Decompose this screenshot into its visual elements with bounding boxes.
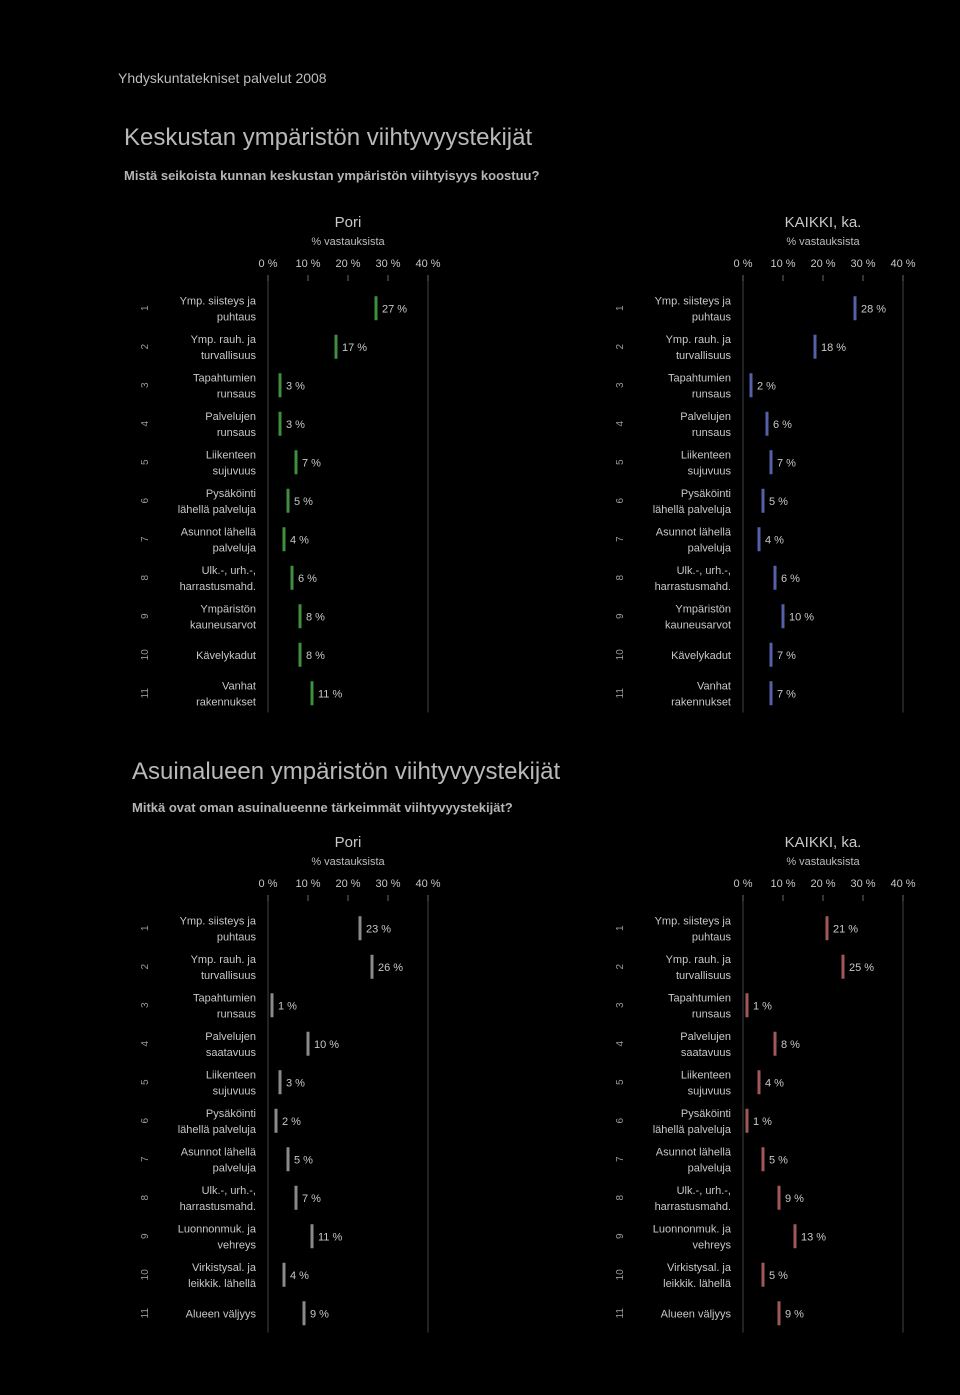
category-label: Asunnot lähellä	[655, 1146, 731, 1159]
bar	[279, 373, 282, 397]
data-label: 5 %	[294, 1154, 313, 1167]
chart-subtitle: % vastauksista	[786, 856, 860, 868]
row-number: 11	[615, 688, 626, 699]
x-tick-label: 40 %	[415, 878, 441, 890]
row-number: 6	[615, 1117, 626, 1124]
row-number: 1	[615, 925, 626, 932]
data-label: 7 %	[302, 1192, 321, 1205]
category-label: harrastusmahd.	[654, 580, 731, 593]
bar	[275, 1109, 278, 1133]
data-label: 6 %	[773, 418, 792, 431]
data-label: 2 %	[757, 380, 776, 393]
row-number: 9	[140, 1233, 151, 1240]
category-label: turvallisuus	[675, 969, 731, 982]
category-label: vehreys	[692, 1239, 731, 1252]
category-label: Tapahtumien	[193, 372, 256, 385]
category-label: lähellä palveluja	[652, 503, 731, 516]
category-label: Tapahtumien	[668, 372, 731, 385]
category-label: Virkistysal. ja	[667, 1261, 731, 1274]
data-label: 6 %	[781, 572, 800, 585]
category-label: Virkistysal. ja	[192, 1261, 256, 1274]
x-tick-label: 0 %	[258, 258, 278, 270]
row-number: 8	[140, 574, 151, 581]
category-label: runsaus	[216, 388, 256, 401]
bar	[371, 955, 374, 979]
category-label: Pysäköinti	[680, 487, 731, 500]
chart-subtitle: % vastauksista	[311, 856, 385, 868]
category-label: Pysäköinti	[680, 1107, 731, 1120]
category-label: Tapahtumien	[193, 992, 256, 1005]
category-label: Alueen väljyys	[660, 1308, 731, 1321]
row-number: 8	[140, 1194, 151, 1201]
category-label: puhtaus	[216, 931, 256, 944]
category-label: Ymp. siisteys ja	[654, 915, 731, 928]
chart-svg	[615, 825, 935, 1325]
data-label: 13 %	[801, 1231, 827, 1244]
data-label: 3 %	[286, 1077, 305, 1090]
data-label: 18 %	[821, 341, 847, 354]
bar	[283, 1263, 286, 1287]
category-label: lähellä palveluja	[652, 1123, 731, 1136]
category-label: Asunnot lähellä	[180, 1146, 256, 1159]
row-number: 2	[140, 963, 151, 970]
row-number: 7	[140, 1156, 151, 1163]
bar	[774, 1032, 777, 1056]
category-label: Liikenteen	[205, 1069, 256, 1082]
bar	[311, 681, 314, 705]
row-number: 10	[140, 649, 151, 661]
data-label: 9 %	[785, 1192, 804, 1205]
data-label: 25 %	[849, 961, 875, 974]
bar	[758, 527, 761, 551]
bar	[746, 1109, 749, 1133]
row-number: 11	[615, 1308, 626, 1319]
section-title-asuinalue: Asuinalueen ympäristön viihtyvyystekijät	[132, 758, 561, 785]
data-label: 7 %	[777, 457, 796, 470]
category-label: palveluja	[212, 542, 256, 555]
category-label: lähellä palveluja	[177, 503, 256, 516]
row-number: 3	[615, 1002, 626, 1009]
category-label: runsaus	[216, 1008, 256, 1021]
row-number: 1	[615, 305, 626, 312]
bar	[758, 1070, 761, 1094]
category-label: harrastusmahd.	[654, 1200, 731, 1213]
category-label: palveluja	[687, 1162, 731, 1175]
category-label: turvallisuus	[675, 349, 731, 362]
data-label: 1 %	[753, 1000, 772, 1013]
row-number: 3	[140, 1002, 151, 1009]
section-question-keskusta: Mistä seikoista kunnan keskustan ympäristön viihtyisyys koostuu?	[124, 168, 540, 183]
bar	[299, 604, 302, 628]
row-number: 8	[615, 574, 626, 581]
chart-subtitle: % vastauksista	[786, 236, 860, 248]
bar	[335, 335, 338, 359]
category-label: turvallisuus	[200, 349, 256, 362]
category-label: rakennukset	[671, 696, 731, 709]
category-label: Ympäristön	[675, 603, 731, 616]
data-label: 9 %	[310, 1308, 329, 1321]
bar	[842, 955, 845, 979]
category-label: harrastusmahd.	[179, 580, 256, 593]
category-label: kauneusarvot	[664, 619, 731, 632]
bar	[778, 1301, 781, 1325]
bar	[291, 566, 294, 590]
category-label: Ymp. rauh. ja	[190, 333, 256, 346]
data-label: 4 %	[765, 534, 784, 547]
category-label: Pysäköinti	[205, 487, 256, 500]
data-label: 3 %	[286, 418, 305, 431]
category-label: runsaus	[691, 1008, 731, 1021]
row-number: 7	[140, 536, 151, 543]
data-label: 17 %	[342, 341, 368, 354]
bar	[746, 993, 749, 1017]
row-number: 5	[615, 1079, 626, 1086]
category-label: Ulk.-, urh.-,	[201, 1184, 256, 1197]
data-label: 8 %	[306, 611, 325, 624]
data-label: 11 %	[318, 1231, 343, 1244]
category-label: Alueen väljyys	[185, 1308, 256, 1321]
data-label: 7 %	[777, 649, 796, 662]
bar	[375, 296, 378, 320]
data-label: 27 %	[382, 303, 408, 316]
x-tick-label: 20 %	[810, 258, 836, 270]
x-tick-label: 10 %	[295, 878, 321, 890]
x-tick-label: 40 %	[890, 258, 916, 270]
bar	[283, 527, 286, 551]
x-tick-label: 20 %	[810, 878, 836, 890]
x-tick-label: 0 %	[733, 258, 753, 270]
data-label: 2 %	[282, 1115, 301, 1128]
category-label: runsaus	[691, 388, 731, 401]
data-label: 7 %	[777, 688, 796, 701]
category-label: vehreys	[217, 1239, 256, 1252]
category-label: Asunnot lähellä	[180, 526, 256, 539]
bar	[762, 1147, 765, 1171]
data-label: 9 %	[785, 1308, 804, 1321]
category-label: saatavuus	[205, 1046, 256, 1059]
data-label: 5 %	[294, 495, 313, 508]
category-label: Palvelujen	[680, 410, 731, 423]
category-label: saatavuus	[680, 1046, 731, 1059]
row-number: 6	[615, 497, 626, 504]
category-label: Luonnonmuk. ja	[652, 1223, 731, 1236]
data-label: 4 %	[290, 534, 309, 547]
category-label: puhtaus	[216, 311, 256, 324]
data-label: 5 %	[769, 495, 788, 508]
row-number: 1	[140, 925, 151, 932]
row-number: 3	[140, 382, 151, 389]
data-label: 28 %	[861, 303, 887, 316]
row-number: 7	[615, 536, 626, 543]
data-label: 4 %	[765, 1077, 784, 1090]
data-label: 7 %	[302, 457, 321, 470]
bar	[295, 1186, 298, 1210]
chart-title: KAIKKI, ka.	[784, 214, 862, 231]
bar	[794, 1224, 797, 1248]
chart-keskusta-kaikki	[615, 205, 935, 709]
category-label: Ympäristön	[200, 603, 256, 616]
bar	[299, 643, 302, 667]
bar	[303, 1301, 306, 1325]
chart-title: Pori	[334, 214, 362, 231]
row-number: 9	[140, 613, 151, 620]
x-tick-label: 10 %	[770, 878, 796, 890]
category-label: Ulk.-, urh.-,	[676, 1184, 731, 1197]
category-label: Ymp. rauh. ja	[190, 953, 256, 966]
data-label: 23 %	[366, 923, 392, 936]
category-label: kauneusarvot	[189, 619, 256, 632]
data-label: 6 %	[298, 572, 317, 585]
data-label: 8 %	[781, 1038, 800, 1051]
bar	[778, 1186, 781, 1210]
bar	[770, 681, 773, 705]
x-tick-label: 40 %	[890, 878, 916, 890]
bar	[271, 993, 274, 1017]
data-label: 1 %	[753, 1115, 772, 1128]
bar	[814, 335, 817, 359]
category-label: Liikenteen	[680, 449, 731, 462]
document-header: Yhdyskuntatekniset palvelut 2008	[118, 70, 327, 86]
category-label: Liikenteen	[680, 1069, 731, 1082]
category-label: Palvelujen	[205, 1030, 256, 1043]
data-label: 5 %	[769, 1269, 788, 1282]
bar	[782, 604, 785, 628]
category-label: Ulk.-, urh.-,	[676, 564, 731, 577]
row-number: 5	[615, 459, 626, 466]
category-label: Liikenteen	[205, 449, 256, 462]
bar	[287, 1147, 290, 1171]
category-label: puhtaus	[691, 931, 731, 944]
bar	[295, 450, 298, 474]
category-label: Ymp. rauh. ja	[665, 953, 731, 966]
category-label: Ymp. rauh. ja	[665, 333, 731, 346]
category-label: Vanhat	[696, 680, 731, 693]
row-number: 11	[140, 1308, 151, 1319]
category-label: leikkik. lähellä	[663, 1277, 731, 1290]
bar	[750, 373, 753, 397]
data-label: 3 %	[286, 380, 305, 393]
x-tick-label: 20 %	[335, 258, 361, 270]
x-tick-label: 10 %	[770, 258, 796, 270]
row-number: 10	[615, 649, 626, 661]
data-label: 1 %	[278, 1000, 297, 1013]
x-tick-label: 40 %	[415, 258, 441, 270]
row-number: 4	[615, 1040, 626, 1047]
bar	[279, 1070, 282, 1094]
bar	[770, 450, 773, 474]
category-label: Luonnonmuk. ja	[177, 1223, 256, 1236]
category-label: sujuvuus	[687, 1085, 731, 1098]
x-tick-label: 20 %	[335, 878, 361, 890]
category-label: sujuvuus	[212, 1085, 256, 1098]
x-tick-label: 0 %	[258, 878, 278, 890]
row-number: 2	[140, 343, 151, 350]
row-number: 9	[615, 1233, 626, 1240]
category-label: Ulk.-, urh.-,	[201, 564, 256, 577]
category-label: puhtaus	[691, 311, 731, 324]
category-label: Kävelykadut	[671, 649, 731, 662]
category-label: Palvelujen	[205, 410, 256, 423]
category-label: palveluja	[687, 542, 731, 555]
category-label: Vanhat	[221, 680, 256, 693]
category-label: Ymp. siisteys ja	[179, 915, 256, 928]
bar	[287, 489, 290, 513]
row-number: 10	[615, 1269, 626, 1281]
bar	[359, 916, 362, 940]
category-label: sujuvuus	[212, 465, 256, 478]
category-label: sujuvuus	[687, 465, 731, 478]
row-number: 10	[140, 1269, 151, 1281]
bar	[279, 412, 282, 436]
x-tick-label: 10 %	[295, 258, 321, 270]
category-label: runsaus	[216, 426, 256, 439]
data-label: 4 %	[290, 1269, 309, 1282]
chart-asuinalue-pori	[140, 825, 460, 1325]
row-number: 2	[615, 963, 626, 970]
section-question-asuinalue: Mitkä ovat oman asuinalueenne tärkeimmät viihtyvyystekijät?	[132, 800, 513, 815]
row-number: 5	[140, 459, 151, 466]
bar	[766, 412, 769, 436]
category-label: Ymp. siisteys ja	[654, 295, 731, 308]
chart-asuinalue-kaikki	[615, 825, 935, 1325]
row-number: 6	[140, 1117, 151, 1124]
row-number: 5	[140, 1079, 151, 1086]
category-label: harrastusmahd.	[179, 1200, 256, 1213]
chart-svg	[615, 205, 935, 709]
category-label: palveluja	[212, 1162, 256, 1175]
data-label: 10 %	[314, 1038, 340, 1051]
chart-svg	[140, 825, 460, 1325]
chart-subtitle: % vastauksista	[311, 236, 385, 248]
x-tick-label: 30 %	[850, 258, 876, 270]
data-label: 10 %	[789, 611, 815, 624]
category-label: leikkik. lähellä	[188, 1277, 256, 1290]
data-label: 5 %	[769, 1154, 788, 1167]
data-label: 21 %	[833, 923, 859, 936]
row-number: 4	[140, 1040, 151, 1047]
row-number: 7	[615, 1156, 626, 1163]
chart-title: Pori	[334, 834, 362, 851]
bar	[762, 489, 765, 513]
category-label: turvallisuus	[200, 969, 256, 982]
x-tick-label: 30 %	[375, 878, 401, 890]
row-number: 2	[615, 343, 626, 350]
category-label: lähellä palveluja	[177, 1123, 256, 1136]
data-label: 26 %	[378, 961, 404, 974]
row-number: 3	[615, 382, 626, 389]
row-number: 4	[615, 420, 626, 427]
bar	[307, 1032, 310, 1056]
x-tick-label: 30 %	[850, 878, 876, 890]
x-tick-label: 0 %	[733, 878, 753, 890]
chart-svg	[140, 205, 460, 709]
category-label: Palvelujen	[680, 1030, 731, 1043]
x-tick-label: 30 %	[375, 258, 401, 270]
bar	[770, 643, 773, 667]
category-label: Ymp. siisteys ja	[179, 295, 256, 308]
chart-title: KAIKKI, ka.	[784, 834, 862, 851]
row-number: 6	[140, 497, 151, 504]
section-title-keskusta: Keskustan ympäristön viihtyvyystekijät	[124, 124, 533, 151]
category-label: runsaus	[691, 426, 731, 439]
bar	[826, 916, 829, 940]
data-label: 8 %	[306, 649, 325, 662]
chart-keskusta-pori	[140, 205, 460, 709]
bar	[854, 296, 857, 320]
row-number: 9	[615, 613, 626, 620]
category-label: Asunnot lähellä	[655, 526, 731, 539]
data-label: 11 %	[318, 688, 343, 701]
category-label: Tapahtumien	[668, 992, 731, 1005]
row-number: 1	[140, 305, 151, 312]
bar	[311, 1224, 314, 1248]
category-label: Pysäköinti	[205, 1107, 256, 1120]
category-label: rakennukset	[196, 696, 256, 709]
bar	[762, 1263, 765, 1287]
row-number: 8	[615, 1194, 626, 1201]
bar	[774, 566, 777, 590]
category-label: Kävelykadut	[196, 649, 256, 662]
row-number: 4	[140, 420, 151, 427]
row-number: 11	[140, 688, 151, 699]
